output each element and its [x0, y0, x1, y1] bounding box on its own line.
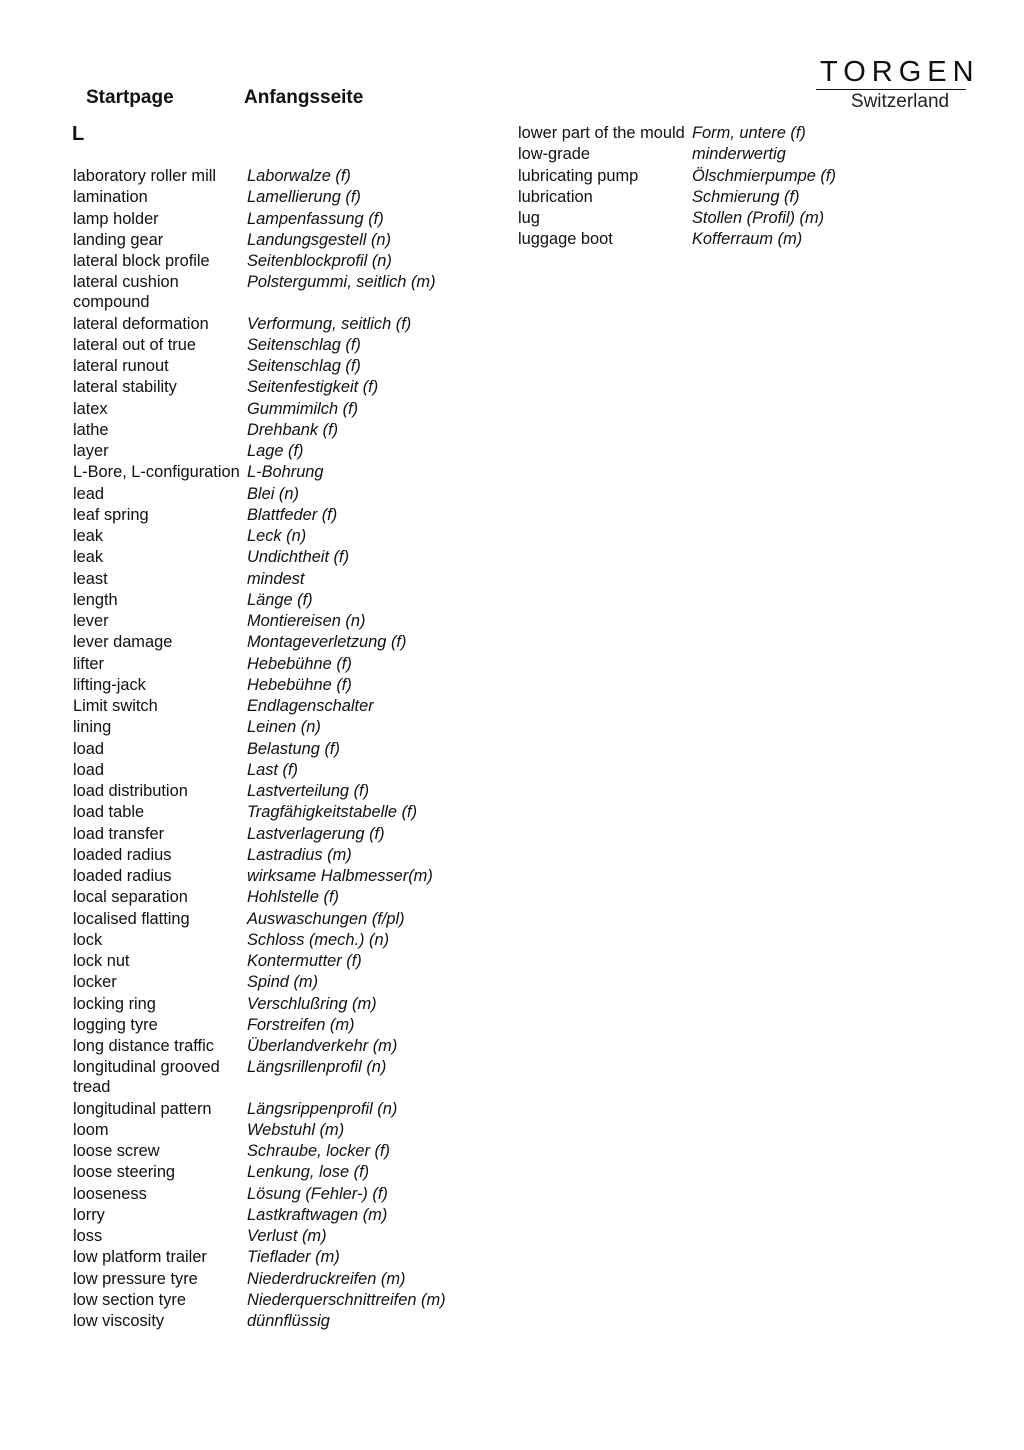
entry-term: length [73, 590, 118, 609]
entry-term: load [73, 760, 104, 779]
section-letter: L [72, 123, 85, 145]
glossary-entry [73, 972, 493, 992]
entry-term: lubrication [518, 187, 593, 206]
entry-translation: minderwertig [692, 145, 786, 164]
entry-translation: Lösung (Fehler-) (f) [247, 1184, 388, 1203]
glossary-column-right [518, 123, 918, 251]
entry-term: locker [73, 973, 117, 992]
entry-term: leaf spring [73, 505, 149, 524]
entry-term: low viscosity [73, 1312, 165, 1330]
glossary-entry [73, 1247, 493, 1267]
anfangsseite-link[interactable]: Anfangsseite [244, 87, 364, 108]
entry-translation: dünnflüssig [247, 1312, 330, 1330]
entry-translation: L-Bohrung [247, 463, 324, 482]
entry-term: logging tyre [73, 1015, 158, 1034]
entry-term: lever [73, 612, 109, 630]
glossary-entry [73, 462, 493, 482]
entry-translation: Niederdruckreifen (m) [247, 1269, 406, 1288]
glossary-entry [73, 230, 493, 250]
glossary-entry [73, 611, 493, 631]
entry-term: loaded radius [73, 845, 172, 864]
entry-term: lock nut [73, 952, 130, 970]
entry-term: load distribution [73, 782, 188, 800]
glossary-entry [73, 1099, 493, 1119]
entry-translation: Verschlußring (m) [247, 994, 377, 1013]
entry-term: low-grade [518, 145, 590, 164]
entry-term: loom [73, 1120, 109, 1139]
brand-name: TORGEN [816, 56, 966, 90]
glossary-entry [73, 166, 493, 186]
glossary-entry [73, 1036, 493, 1056]
entry-term: longitudinal pattern [73, 1099, 212, 1118]
entry-term: load [73, 739, 104, 758]
glossary-entry [518, 187, 918, 207]
entry-translation: Stollen (Profil) (m) [692, 209, 825, 227]
entry-translation: Auswaschungen (f/pl) [247, 909, 405, 928]
entry-translation: Forstreifen (m) [247, 1015, 355, 1034]
entry-translation: Längsrippenprofil (n) [247, 1099, 398, 1118]
glossary-entry [73, 1184, 493, 1204]
entry-translation: Polstergummi, seitlich (m) [247, 273, 436, 292]
glossary-entry [73, 802, 493, 822]
entry-term: loss [73, 1227, 103, 1245]
glossary-entry [73, 251, 493, 271]
entry-term: lateral cushion compound [73, 273, 179, 312]
entry-term: load transfer [73, 824, 165, 843]
entry-term: local separation [73, 888, 188, 907]
glossary-entry [73, 505, 493, 525]
entry-translation: Blei (n) [247, 484, 299, 503]
glossary-entry [73, 717, 493, 737]
entry-term: lamination [73, 188, 148, 207]
glossary-entry [73, 526, 493, 546]
glossary-entry [73, 1057, 493, 1097]
entry-term: lifting-jack [73, 675, 146, 694]
entry-translation: Tieflader (m) [247, 1248, 340, 1267]
entry-translation: Verformung, seitlich (f) [247, 314, 412, 333]
entry-translation: Lamellierung (f) [247, 188, 361, 207]
entry-translation: Drehbank (f) [247, 420, 339, 439]
entry-translation: Schmierung (f) [692, 187, 800, 206]
glossary-entry [73, 209, 493, 229]
entry-translation: Gummimilch (f) [247, 399, 359, 418]
glossary-entry [73, 399, 493, 419]
entry-translation: Verlust (m) [247, 1227, 327, 1245]
glossary-entry [73, 377, 493, 397]
entry-translation: Länge (f) [247, 590, 313, 609]
entry-term: loose screw [73, 1142, 160, 1160]
entry-term: lead [73, 484, 104, 503]
entry-term: lateral stability [73, 378, 177, 397]
entry-translation: Webstuhl (m) [247, 1120, 345, 1139]
entry-term: low section tyre [73, 1290, 186, 1309]
glossary-entry [73, 420, 493, 440]
glossary-entry [73, 866, 493, 886]
entry-translation: Lastradius (m) [247, 845, 352, 864]
entry-translation: Seitenfestigkeit (f) [247, 378, 379, 397]
entry-translation: Hohlstelle (f) [247, 888, 339, 907]
brand-subtitle: Switzerland [850, 91, 950, 112]
glossary-entry [73, 1141, 493, 1161]
glossary-entry [73, 1120, 493, 1140]
entry-translation: Kofferraum (m) [692, 230, 803, 249]
entry-translation: Endlagenschalter [247, 697, 374, 715]
entry-translation: wirksame Halbmesser(m) [247, 867, 433, 885]
glossary-entry [73, 930, 493, 950]
entry-translation: Niederquerschnittreifen (m) [247, 1290, 446, 1309]
glossary-entry [73, 845, 493, 865]
startpage-link[interactable]: Startpage [86, 87, 174, 108]
entry-term: lifter [73, 654, 104, 673]
glossary-entry [73, 675, 493, 695]
entry-translation: Lampenfassung (f) [247, 209, 384, 228]
entry-term: lever damage [73, 633, 173, 652]
glossary-entry [73, 654, 493, 674]
glossary-entry [73, 951, 493, 971]
entry-translation: Last (f) [247, 760, 299, 779]
entry-term: low pressure tyre [73, 1269, 198, 1288]
entry-translation: Undichtheit (f) [247, 548, 350, 567]
entry-term: lateral deformation [73, 314, 209, 333]
glossary-entry [73, 356, 493, 376]
glossary-entry [73, 547, 493, 567]
glossary-column-left [73, 166, 493, 1332]
glossary-entry [73, 1162, 493, 1182]
entry-term: lamp holder [73, 209, 159, 228]
glossary-entry [73, 1015, 493, 1035]
glossary-entry [73, 484, 493, 504]
entry-translation: Form, untere (f) [692, 124, 806, 142]
entry-term: localised flatting [73, 909, 190, 928]
entry-translation: Schloss (mech.) (n) [247, 930, 390, 949]
entry-translation: Leck (n) [247, 527, 307, 545]
entry-translation: Lastverlagerung (f) [247, 824, 385, 843]
entry-term: laboratory roller mill [73, 167, 217, 185]
entry-term: longitudinal grooved tread [73, 1058, 220, 1097]
entry-term: load table [73, 803, 145, 822]
entry-translation: Tragfähigkeitstabelle (f) [247, 803, 418, 822]
entry-translation: Laborwalze (f) [247, 167, 351, 185]
entry-translation: Spind (m) [247, 973, 319, 992]
entry-term: locking ring [73, 994, 156, 1013]
entry-translation: Lastkraftwagen (m) [247, 1205, 388, 1224]
entry-translation: Montageverletzung (f) [247, 633, 407, 652]
entry-term: lock [73, 930, 103, 949]
glossary-entry [73, 1269, 493, 1289]
glossary-entry [73, 696, 493, 716]
entry-translation: Leinen (n) [247, 718, 321, 737]
entry-term: lower part of the mould [518, 124, 685, 142]
entry-term: lateral out of true [73, 335, 197, 354]
entry-term: loaded radius [73, 867, 172, 885]
entry-term: layer [73, 442, 109, 460]
entry-translation: Seitenschlag (f) [247, 335, 361, 354]
glossary-entry [73, 272, 493, 312]
entry-term: L-Bore, L-configuration [73, 463, 240, 482]
glossary-entry [73, 187, 493, 207]
entry-translation: Landungsgestell (n) [247, 230, 391, 249]
glossary-entry [73, 824, 493, 844]
entry-translation: Kontermutter (f) [247, 952, 362, 970]
entry-term: long distance traffic [73, 1037, 214, 1055]
entry-translation: Hebebühne (f) [247, 675, 352, 694]
entry-translation: Ölschmierpumpe (f) [692, 166, 836, 185]
entry-translation: Seitenschlag (f) [247, 357, 361, 375]
entry-term: latex [73, 399, 108, 418]
brand-logo [816, 56, 980, 114]
glossary-entry [73, 994, 493, 1014]
entry-term: leak [73, 548, 104, 567]
glossary-entry [73, 887, 493, 907]
glossary-entry [73, 739, 493, 759]
entry-term: lateral block profile [73, 252, 210, 270]
glossary-entry [518, 123, 918, 143]
glossary-entry [73, 569, 493, 589]
glossary-entry [73, 1226, 493, 1246]
entry-term: luggage boot [518, 230, 613, 249]
glossary-entry [73, 760, 493, 780]
glossary-entry [73, 632, 493, 652]
glossary-entry [518, 208, 918, 228]
entry-translation: Lenkung, lose (f) [247, 1163, 370, 1182]
entry-translation: Hebebühne (f) [247, 654, 352, 673]
glossary-entry [518, 166, 918, 186]
entry-term: lubricating pump [518, 166, 639, 185]
entry-translation: Belastung (f) [247, 739, 340, 758]
entry-translation: Überlandverkehr (m) [247, 1037, 398, 1055]
entry-term: least [73, 569, 108, 588]
glossary-entry [518, 144, 918, 164]
entry-term: leak [73, 527, 104, 545]
entry-translation: Blattfeder (f) [247, 505, 338, 524]
entry-term: lining [73, 718, 112, 737]
glossary-entry [73, 335, 493, 355]
glossary-entry [73, 441, 493, 461]
entry-term: low platform trailer [73, 1248, 207, 1267]
glossary-entry [73, 1290, 493, 1310]
entry-term: lug [518, 209, 540, 227]
glossary-entry [73, 781, 493, 801]
entry-term: looseness [73, 1184, 147, 1203]
glossary-entry [73, 1205, 493, 1225]
glossary-entry [73, 314, 493, 334]
glossary-entry [73, 590, 493, 610]
entry-term: loose steering [73, 1163, 176, 1182]
entry-translation: Lastverteilung (f) [247, 782, 370, 800]
glossary-entry [518, 229, 918, 249]
glossary-entry [73, 909, 493, 929]
entry-term: lateral runout [73, 357, 169, 375]
entry-term: lorry [73, 1205, 105, 1224]
entry-translation: Seitenblockprofil (n) [247, 252, 392, 270]
entry-term: lathe [73, 420, 109, 439]
entry-translation: mindest [247, 569, 305, 588]
entry-translation: Schraube, locker (f) [247, 1142, 391, 1160]
entry-term: Limit switch [73, 697, 158, 715]
entry-translation: Lage (f) [247, 442, 304, 460]
entry-translation: Längsrillenprofil (n) [247, 1058, 387, 1077]
entry-translation: Montiereisen (n) [247, 612, 366, 630]
entry-term: landing gear [73, 230, 164, 249]
glossary-entry [73, 1311, 493, 1331]
